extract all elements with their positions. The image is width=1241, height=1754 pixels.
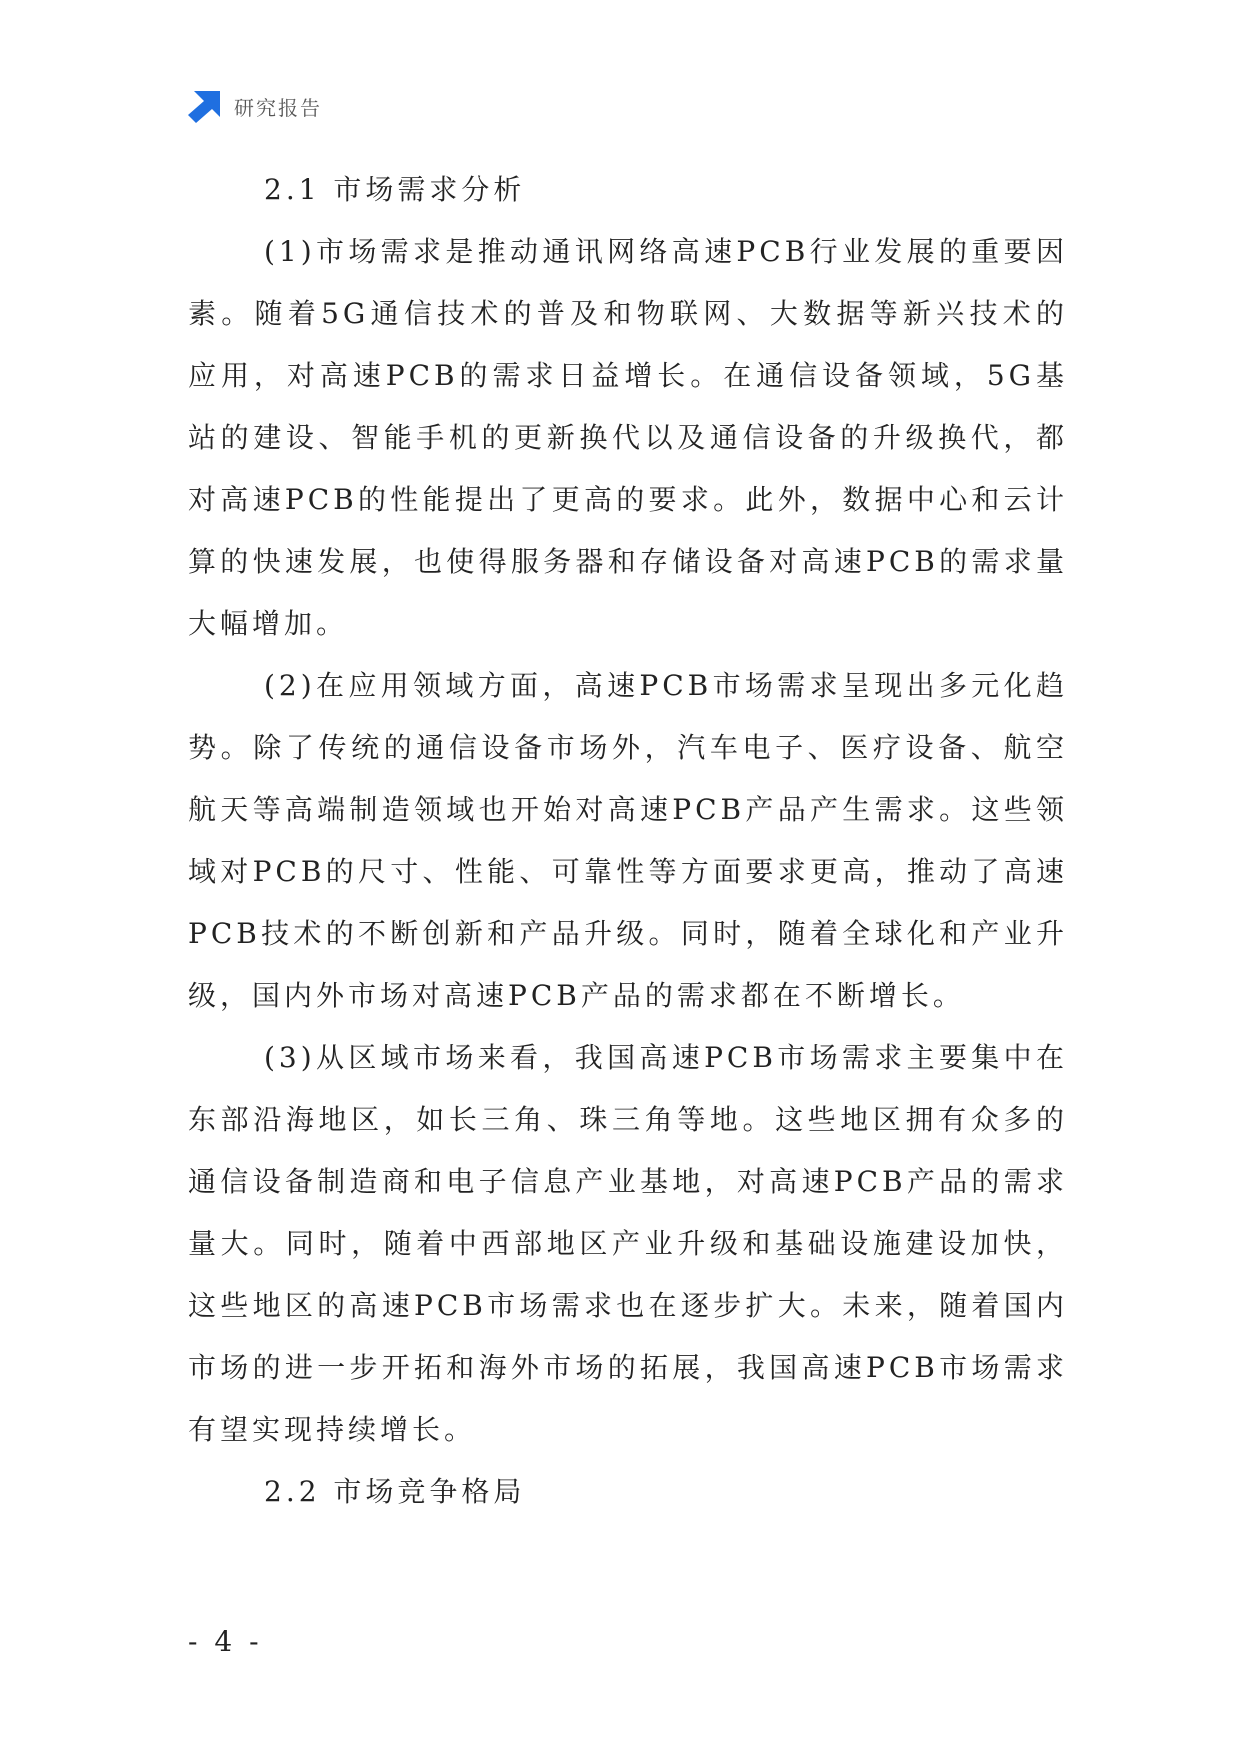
- paragraph-1: (1)市场需求是推动通讯网络高速PCB行业发展的重要因素。随着5G通信技术的普及和物联网、大数据等新兴技术的应用，对高速PCB的需求日益增长。在通信设备领域，5G基站的建设、智能手机的更新换代以及通信设备的升级换代，都对高速PCB的性能提出了更高的要求。此外，数据中心和云计算的快速发展，也使得服务器和存储设备对高速PCB的需求量大幅增加。: [188, 235, 1068, 640]
- section-heading-2-1: 2.1 市场需求分析: [264, 173, 526, 206]
- section-heading-2-2: 2.2 市场竞争格局: [264, 1475, 526, 1508]
- page-number: - 4 -: [188, 1625, 263, 1658]
- report-label: 研究报告: [234, 95, 322, 120]
- document-body: [188, 159, 1068, 1523]
- arrow-up-right-icon: [188, 89, 222, 123]
- paragraph-2: (2)在应用领域方面，高速PCB市场需求呈现出多元化趋势。除了传统的通信设备市场外，汽车电子、医疗设备、航空航天等高端制造领域也开始对高速PCB产品产生需求。这些领域对PCB的尺寸、性能、可靠性等方面要求更高，推动了高速PCB技术的不断创新和产品升级。同时，随着全球化和产业升级，国内外市场对高速PCB产品的需求都在不断增长。: [188, 669, 1068, 1012]
- page-header: [188, 88, 322, 124]
- paragraph-3: (3)从区域市场来看，我国高速PCB市场需求主要集中在东部沿海地区，如长三角、珠三角等地。这些地区拥有众多的通信设备制造商和电子信息产业基地，对高速PCB产品的需求量大。同时，随着中西部地区产业升级和基础设施建设加快，这些地区的高速PCB市场需求也在逐步扩大。未来，随着国内市场的进一步开拓和海外市场的拓展，我国高速PCB市场需求有望实现持续增长。: [188, 1041, 1068, 1446]
